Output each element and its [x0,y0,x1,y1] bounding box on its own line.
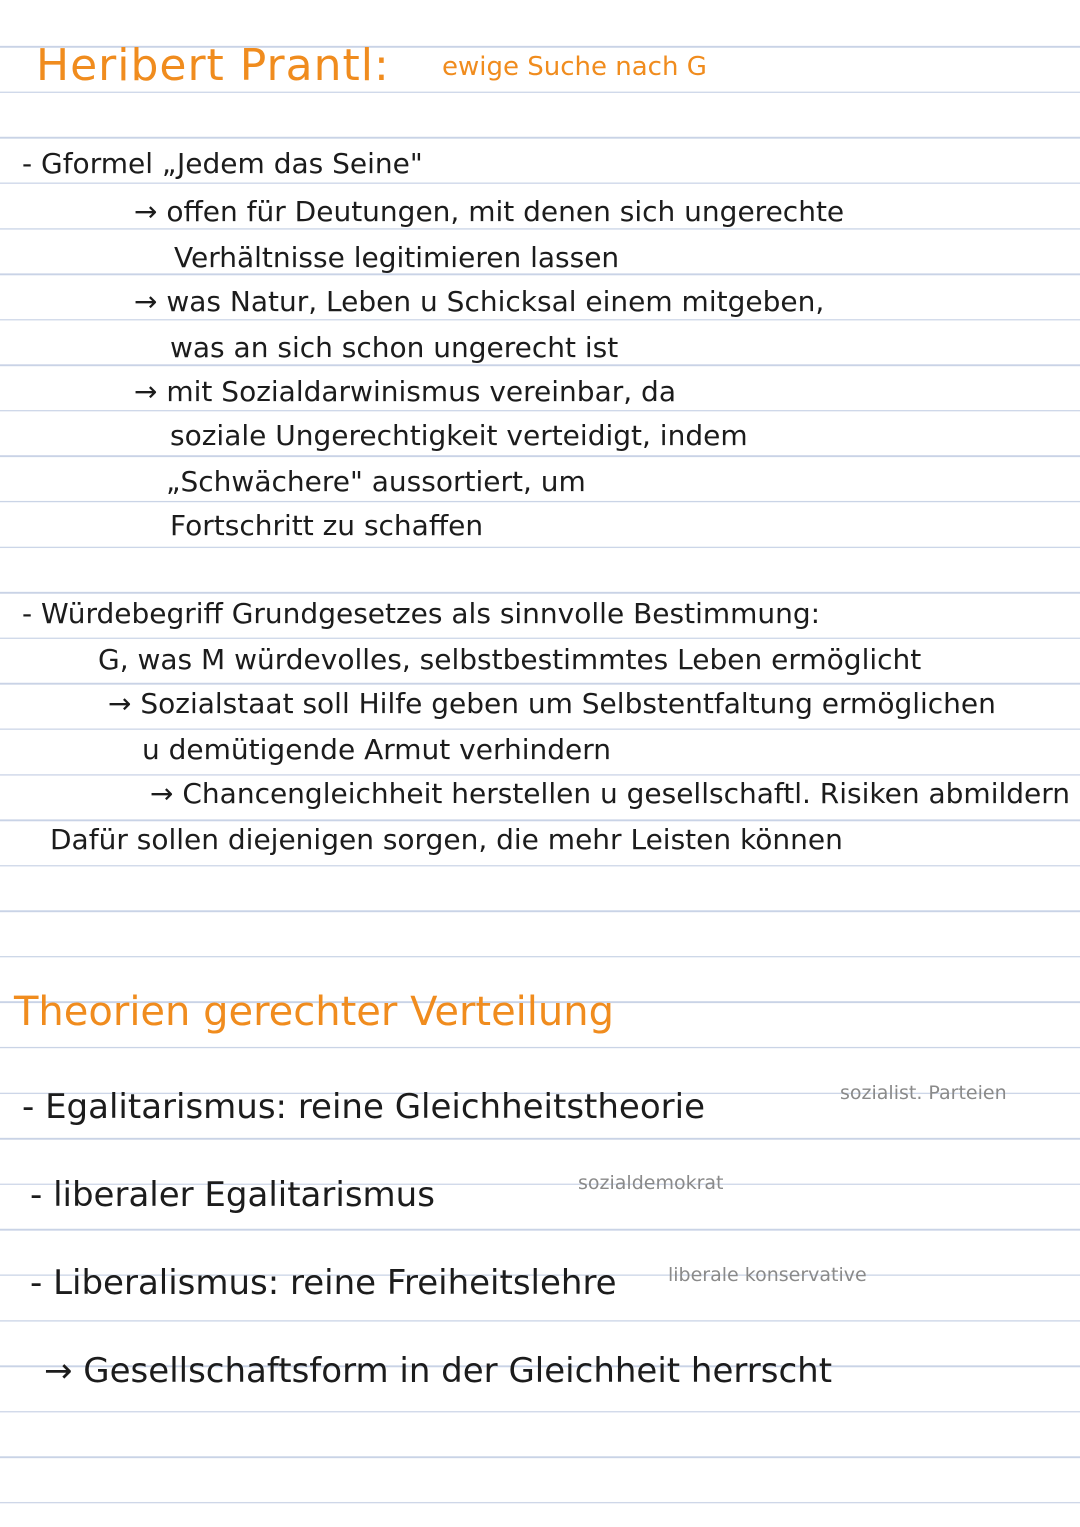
note-line: → offen für Deutungen, mit denen sich ungerechte [134,195,845,228]
note-line: Dafür sollen diejenigen sorgen, die mehr Leisten können [50,823,843,856]
section-heading: Theorien gerechter Verteilung [14,989,614,1035]
theory-note: sozialdemokrat [578,1172,724,1194]
theory-note: sozialist. Parteien [840,1082,1007,1104]
title-colon: : [373,40,390,91]
page-subtitle: ewige Suche nach G [442,52,707,82]
note-line: → Sozialstaat soll Hilfe geben um Selbstentfaltung ermöglichen [108,687,996,720]
note-line: Fortschritt zu schaffen [170,509,484,542]
note-line: - Würdebegriff Grundgesetzes als sinnvolle Bestimmung: [22,597,821,630]
note-line: soziale Ungerechtigkeit verteidigt, indem [170,419,748,452]
page-title [36,40,390,91]
note-line: - Gformel „Jedem das Seine" [22,147,423,180]
title-name: Heribert Prantl [36,40,374,91]
note-line: Verhältnisse legitimieren lassen [174,241,620,274]
theory-item: - Liberalismus: reine Freiheitslehre [30,1263,617,1303]
theory-item: - liberaler Egalitarismus [30,1175,435,1215]
note-line: → Chancengleichheit herstellen u gesellschaftl. Risiken abmildern [150,777,1071,810]
note-line: u demütigende Armut verhindern [142,733,611,766]
theory-item: - Egalitarismus: reine Gleichheitstheorie [22,1087,705,1127]
note-line: was an sich schon ungerecht ist [170,331,619,364]
note-line: G, was M würdevolles, selbstbestimmtes Leben ermöglicht [98,643,922,676]
note-line: → mit Sozialdarwinismus vereinbar, da [134,375,676,408]
note-line: → was Natur, Leben u Schicksal einem mitgeben, [134,285,825,318]
note-line: „Schwächere" aussortiert, um [166,465,586,498]
conclusion-line: → Gesellschaftsform in der Gleichheit herrscht [44,1351,833,1391]
theory-note: liberale konservative [668,1264,867,1286]
